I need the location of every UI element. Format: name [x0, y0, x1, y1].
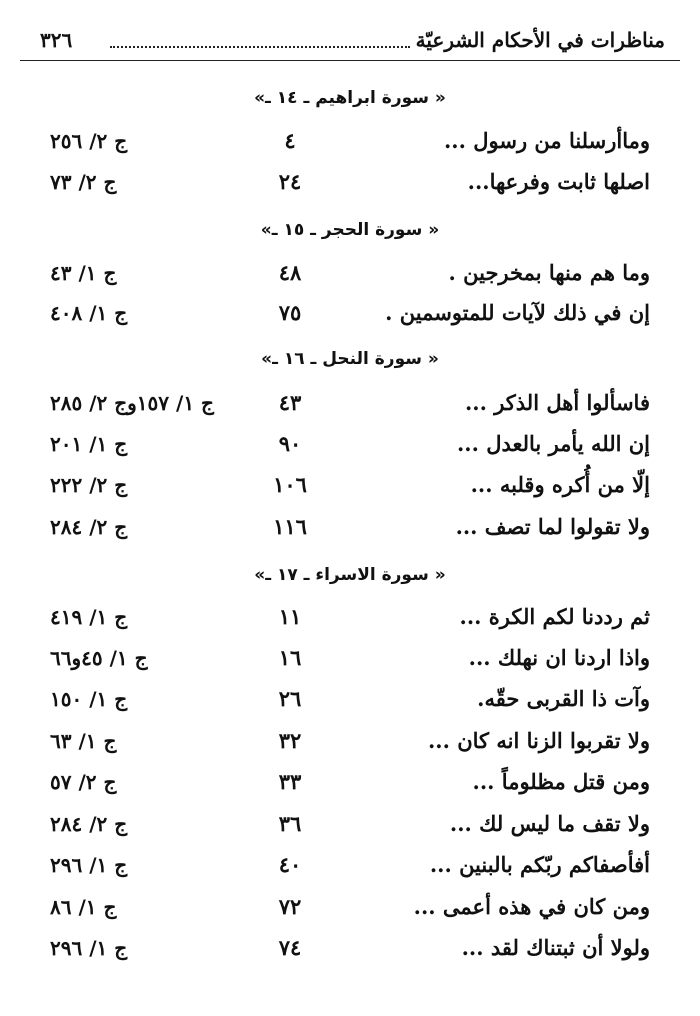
- volume-page-ref: ج ١/ ٢٩٦: [50, 853, 128, 877]
- index-row: [0, 890, 700, 924]
- ayah-number: ٤: [284, 128, 296, 153]
- index-row: [0, 124, 700, 158]
- volume-page-ref: ج ١/ ١٥٠: [50, 687, 128, 711]
- ayah-number: ٩٠: [278, 431, 302, 456]
- volume-page-ref: ج ١/ ٤٠٨: [50, 301, 128, 325]
- volume-page-ref: ج ١/ ٤٣: [50, 261, 117, 285]
- ayah-number: ٤٨: [278, 260, 302, 285]
- verse-text: إلّا من أُكره وقلبه ...: [470, 472, 650, 497]
- ayah-number: ٧٥: [278, 300, 302, 325]
- volume-page-ref: ج ٢/ ٢٥٦: [50, 129, 128, 153]
- ayah-number: ١١٦: [273, 514, 307, 539]
- verse-text: وآت ذا القربى حقّه.: [477, 686, 650, 711]
- verse-text: وما هم منها بمخرجين .: [448, 260, 650, 285]
- index-row: [0, 848, 700, 882]
- verse-text: ومن قتل مظلوماً ...: [472, 769, 650, 794]
- verse-text: ولا تقف ما ليس لك ...: [449, 811, 650, 836]
- verse-text: أفأصفاكم ربّكم بالبنين ...: [429, 852, 650, 877]
- ayah-number: ١٦: [278, 645, 302, 670]
- volume-page-ref: ج ٢/ ٧٣: [50, 170, 117, 194]
- page-number: ٣٢٦: [40, 28, 73, 52]
- ayah-number: ٧٢: [278, 894, 302, 919]
- surah-heading: « سورة ابراهيم ـ ١٤ ـ»: [254, 88, 446, 108]
- volume-page-ref: ج ٢/ ٢٨٤: [50, 812, 128, 836]
- verse-text: إن الله يأمر بالعدل ...: [456, 431, 650, 456]
- index-row: [0, 724, 700, 758]
- index-row: [0, 682, 700, 716]
- ayah-number: ٢٦: [278, 686, 302, 711]
- surah-heading: « سورة الاسراء ـ ١٧ ـ»: [254, 565, 446, 585]
- ayah-number: ٣٣: [278, 769, 302, 794]
- header-leader-dots: [110, 46, 410, 48]
- verse-text: واذا اردنا ان نهلك ...: [468, 645, 650, 670]
- index-row: [0, 165, 700, 199]
- volume-page-ref: ج ١/ ٨٦: [50, 895, 117, 919]
- index-row: [0, 600, 700, 634]
- index-row: [0, 296, 700, 330]
- index-row: [0, 641, 700, 675]
- index-row: [0, 468, 700, 502]
- index-row: [0, 386, 700, 420]
- running-header: [20, 24, 680, 61]
- verse-text: ولا تقربوا الزنا انه كان ...: [427, 728, 650, 753]
- ayah-number: ٢٤: [278, 169, 302, 194]
- volume-page-ref: ج ١/ ٦٣: [50, 729, 117, 753]
- ayah-number: ١١: [278, 604, 302, 629]
- ayah-number: ٧٤: [278, 935, 302, 960]
- volume-page-ref: ج ١/ ٤١٩: [50, 605, 128, 629]
- index-row: [0, 510, 700, 544]
- verse-text: ثم رددنا لكم الكرة ...: [459, 604, 650, 629]
- ayah-number: ١٠٦: [273, 472, 307, 497]
- volume-page-ref: ج ١/ ٢٩٦: [50, 936, 128, 960]
- verse-text: ولولا أن ثبتناك لقد ...: [461, 935, 650, 960]
- verse-text: وماأرسلنا من رسول ...: [444, 128, 650, 153]
- surah-heading: « سورة النحل ـ ١٦ ـ»: [261, 349, 439, 369]
- verse-text: فاسألوا أهل الذكر ...: [464, 390, 650, 415]
- volume-page-ref: ج ١/ ١٥٧وج ٢/ ٢٨٥: [50, 391, 214, 415]
- index-row: [0, 427, 700, 461]
- verse-text: اصلها ثابت وفرعها...: [467, 169, 650, 194]
- verse-text: ولا تقولوا لما تصف ...: [455, 514, 650, 539]
- ayah-number: ٣٦: [278, 811, 302, 836]
- ayah-number: ٤٣: [278, 390, 302, 415]
- index-row: [0, 256, 700, 290]
- index-row: [0, 765, 700, 799]
- ayah-number: ٤٠: [278, 852, 302, 877]
- volume-page-ref: ج ١/ ٤٥و٦٦: [50, 646, 148, 670]
- volume-page-ref: ج ٢/ ٢٢٢: [50, 473, 128, 497]
- volume-page-ref: ج ٢/ ٢٨٤: [50, 515, 128, 539]
- volume-page-ref: ج ١/ ٢٠١: [50, 432, 128, 456]
- verse-text: ومن كان في هذه أعمى ...: [413, 894, 650, 919]
- header-title: مناظرات في الأحكام الشرعيّة: [415, 28, 665, 52]
- index-row: [0, 931, 700, 965]
- surah-heading: « سورة الحجر ـ ١٥ ـ»: [260, 220, 440, 240]
- volume-page-ref: ج ٢/ ٥٧: [50, 770, 117, 794]
- index-row: [0, 807, 700, 841]
- verse-text: إن في ذلك لآيات للمتوسمين .: [385, 300, 650, 325]
- ayah-number: ٣٢: [278, 728, 302, 753]
